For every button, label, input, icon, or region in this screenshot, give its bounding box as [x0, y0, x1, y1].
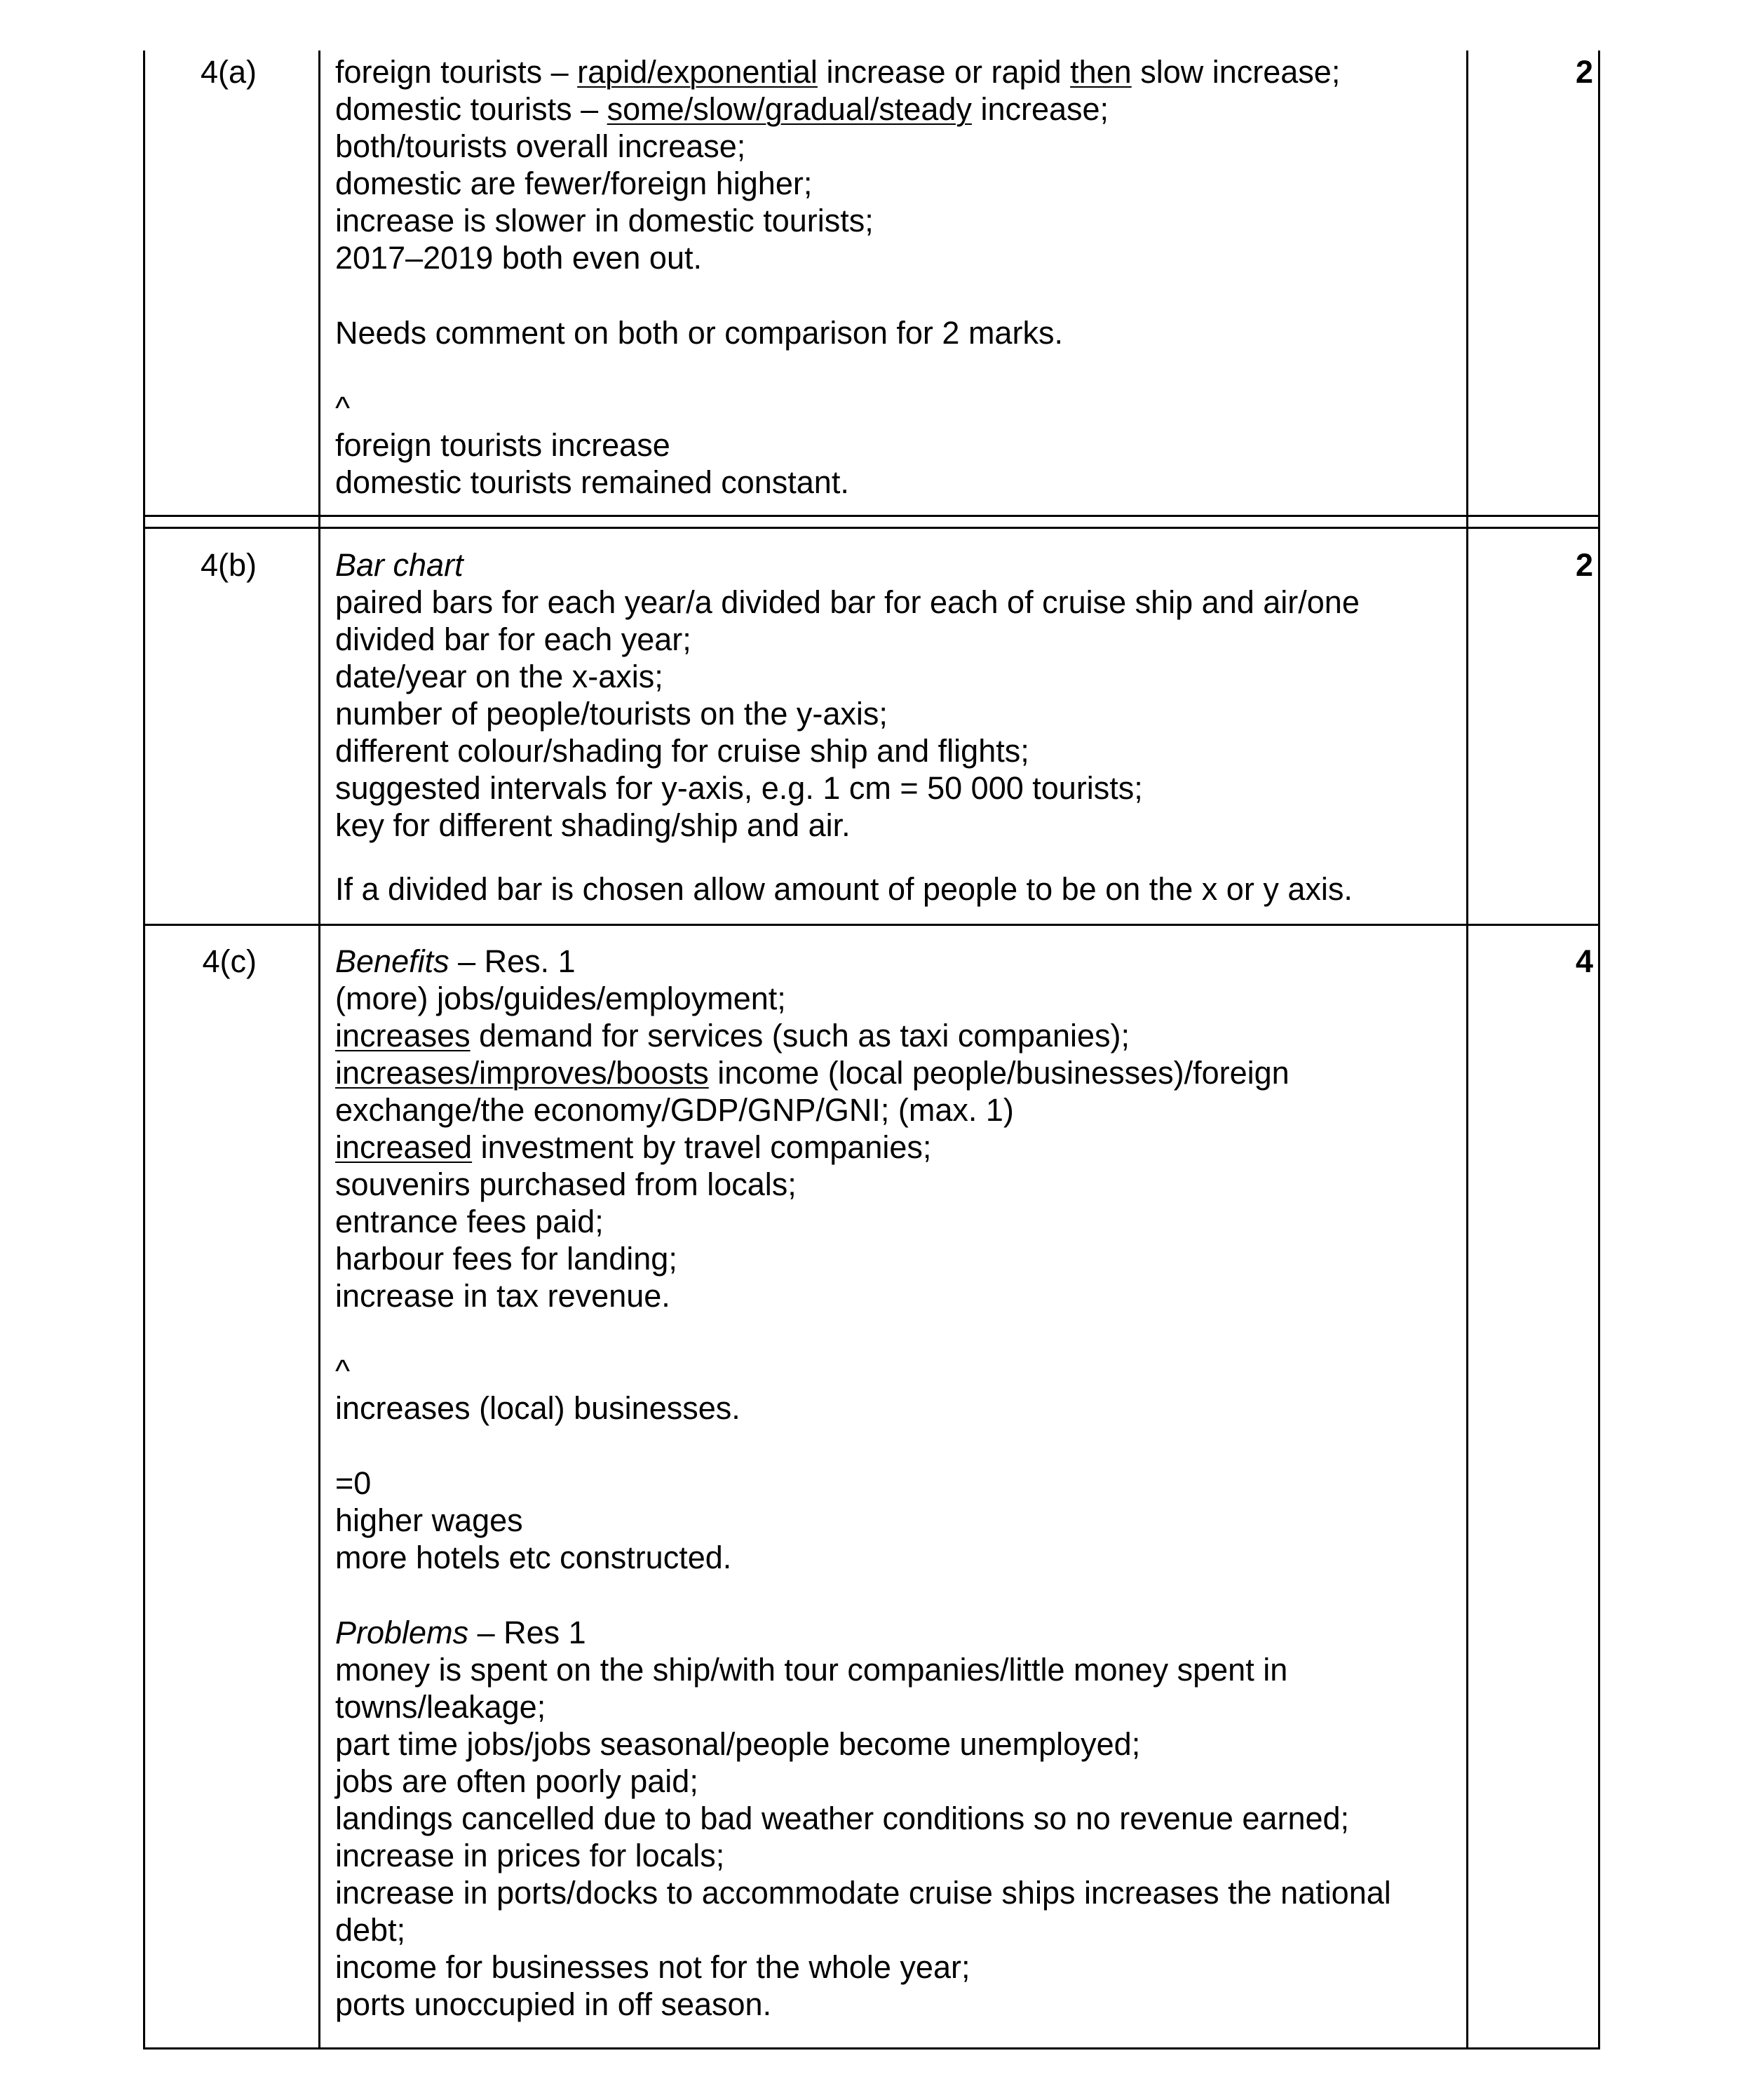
answer-text: part time jobs/jobs seasonal/people become unemployed; [335, 1726, 1141, 1762]
answer-line [335, 1688, 1391, 1725]
question-number: 4(a) [200, 54, 257, 90]
answer-line [335, 165, 1340, 202]
marks-value: 2 [1575, 547, 1593, 583]
answer-text: number of people/tourists on the y-axis; [335, 696, 888, 732]
answer-text: ^ [335, 390, 351, 426]
answer-text: slow increase; [1131, 54, 1341, 90]
answer-text: landings cancelled due to bad weather conditions so no revenue earned; [335, 1801, 1350, 1836]
underlined-keyword: then [1070, 54, 1132, 90]
answer-line [335, 1203, 1391, 1240]
italic-heading: Benefits [335, 943, 449, 979]
answer-text: – Res 1 [468, 1615, 586, 1650]
answer-text: domestic are fewer/foreign higher; [335, 166, 813, 201]
answer-text: more hotels etc constructed. [335, 1540, 732, 1575]
answer-text: foreign tourists – [335, 54, 578, 90]
answer-text: increase; [971, 91, 1109, 127]
answer-text: date/year on the x-axis; [335, 659, 663, 694]
answer-line [335, 202, 1340, 239]
question-number: 4(c) [202, 943, 257, 979]
answer-text: money is spent on the ship/with tour companies/little money spent in [335, 1652, 1288, 1688]
answer-line [335, 464, 1340, 501]
answer-text: ports unoccupied in off season. [335, 1986, 772, 2022]
marks-value: 2 [1575, 54, 1593, 90]
answer-text: Needs comment on both or comparison for 2 marks. [335, 315, 1063, 351]
answer-content [335, 943, 1391, 2023]
answer-line [335, 1352, 1391, 1389]
answer-text: both/tourists overall increase; [335, 128, 746, 164]
answer-line [335, 658, 1360, 695]
answer-line [335, 1240, 1391, 1277]
answer-line [335, 1651, 1391, 1688]
answer-text: – Res. 1 [449, 943, 576, 979]
answer-text: If a divided bar is chosen allow amount of people to be on the x or y axis. [335, 871, 1353, 907]
answer-text: domestic tourists – [335, 91, 607, 127]
answer-text: (more) jobs/guides/employment; [335, 981, 786, 1016]
answer-text: increase in ports/docks to accommodate cruise ships increases the national [335, 1875, 1391, 1911]
answer-line [335, 1502, 1391, 1539]
table-border-left [143, 51, 145, 2049]
answer-line [335, 314, 1340, 351]
underlined-keyword: some/slow/gradual/steady [607, 91, 972, 127]
answer-line [335, 1129, 1391, 1166]
answer-text: debt; [335, 1912, 406, 1948]
answer-line [335, 53, 1340, 90]
answer-line [335, 1948, 1391, 1986]
row-divider-double-top [143, 515, 1600, 517]
answer-line [335, 1091, 1391, 1129]
italic-heading: Bar chart [335, 547, 463, 583]
answer-line [335, 621, 1360, 658]
answer-line [335, 1763, 1391, 1800]
answer-text: different colour/shading for cruise ship and flights; [335, 733, 1029, 769]
underlined-keyword: increased [335, 1129, 473, 1165]
answer-line [335, 769, 1360, 807]
table-border-bottom [143, 2047, 1600, 2049]
answer-line [335, 695, 1360, 732]
answer-line [335, 546, 1360, 584]
answer-line [335, 389, 1340, 426]
answer-line [335, 239, 1340, 276]
answer-line [335, 1837, 1391, 1874]
answer-content [335, 546, 1360, 908]
answer-text: entrance fees paid; [335, 1204, 604, 1239]
answer-line [335, 1874, 1391, 1911]
answer-text: key for different shading/ship and air. [335, 807, 851, 843]
italic-heading: Problems [335, 1615, 469, 1650]
answer-line [335, 1277, 1391, 1314]
answer-line [335, 1166, 1391, 1203]
answer-text: =0 [335, 1465, 372, 1501]
answer-text: investment by travel companies; [472, 1129, 932, 1165]
question-number: 4(b) [200, 547, 257, 583]
answer-line [335, 732, 1360, 769]
answer-line [335, 426, 1340, 464]
answer-line [335, 807, 1360, 844]
answer-text: increase is slower in domestic tourists; [335, 203, 874, 238]
answer-line [335, 1725, 1391, 1763]
table-column-divider-marks [1466, 51, 1468, 2049]
table-column-divider-question [318, 51, 320, 2049]
answer-text: foreign tourists increase [335, 427, 670, 463]
answer-line [335, 128, 1340, 165]
answer-line [335, 1539, 1391, 1576]
answer-text: paired bars for each year/a divided bar for each of cruise ship and air/one [335, 584, 1360, 620]
answer-text: higher wages [335, 1502, 523, 1538]
answer-text: ^ [335, 1353, 351, 1389]
answer-line [335, 1465, 1391, 1502]
answer-text: income for businesses not for the whole year; [335, 1949, 970, 1985]
table-border-right [1598, 51, 1600, 2049]
answer-line [335, 584, 1360, 621]
answer-line [335, 1017, 1391, 1054]
answer-text: income (local people/businesses)/foreign [708, 1055, 1290, 1091]
answer-text: towns/leakage; [335, 1689, 546, 1725]
answer-text: jobs are often poorly paid; [335, 1763, 698, 1799]
answer-text: increase in tax revenue. [335, 1278, 670, 1314]
answer-text: harbour fees for landing; [335, 1241, 677, 1277]
answer-text: divided bar for each year; [335, 621, 691, 657]
answer-line [335, 1911, 1391, 1948]
answer-line [335, 90, 1340, 128]
answer-text: demand for services (such as taxi companies); [470, 1018, 1130, 1054]
answer-line [335, 870, 1360, 908]
answer-text: souvenirs purchased from locals; [335, 1166, 797, 1202]
marks-value: 4 [1575, 943, 1593, 979]
answer-text: 2017–2019 both even out. [335, 240, 702, 276]
answer-text: increase or rapid [817, 54, 1071, 90]
answer-content [335, 53, 1340, 501]
answer-line [335, 1800, 1391, 1837]
answer-line [335, 943, 1391, 980]
answer-text: domestic tourists remained constant. [335, 464, 849, 500]
answer-line [335, 1389, 1391, 1427]
row-divider-double-bottom [143, 527, 1600, 529]
answer-line [335, 1614, 1391, 1651]
underlined-keyword: increases [335, 1018, 471, 1054]
answer-line [335, 1986, 1391, 2023]
underlined-keyword: rapid/exponential [577, 54, 818, 90]
answer-text: increases (local) businesses. [335, 1390, 740, 1426]
answer-text: suggested intervals for y-axis, e.g. 1 cm = 50 000 tourists; [335, 770, 1143, 806]
answer-text: exchange/the economy/GDP/GNP/GNI; (max. 1) [335, 1092, 1014, 1128]
underlined-keyword: increases/improves/boosts [335, 1055, 709, 1091]
answer-text: increase in prices for locals; [335, 1838, 725, 1873]
answer-line [335, 1054, 1391, 1091]
answer-line [335, 980, 1391, 1017]
row-divider [143, 924, 1600, 926]
